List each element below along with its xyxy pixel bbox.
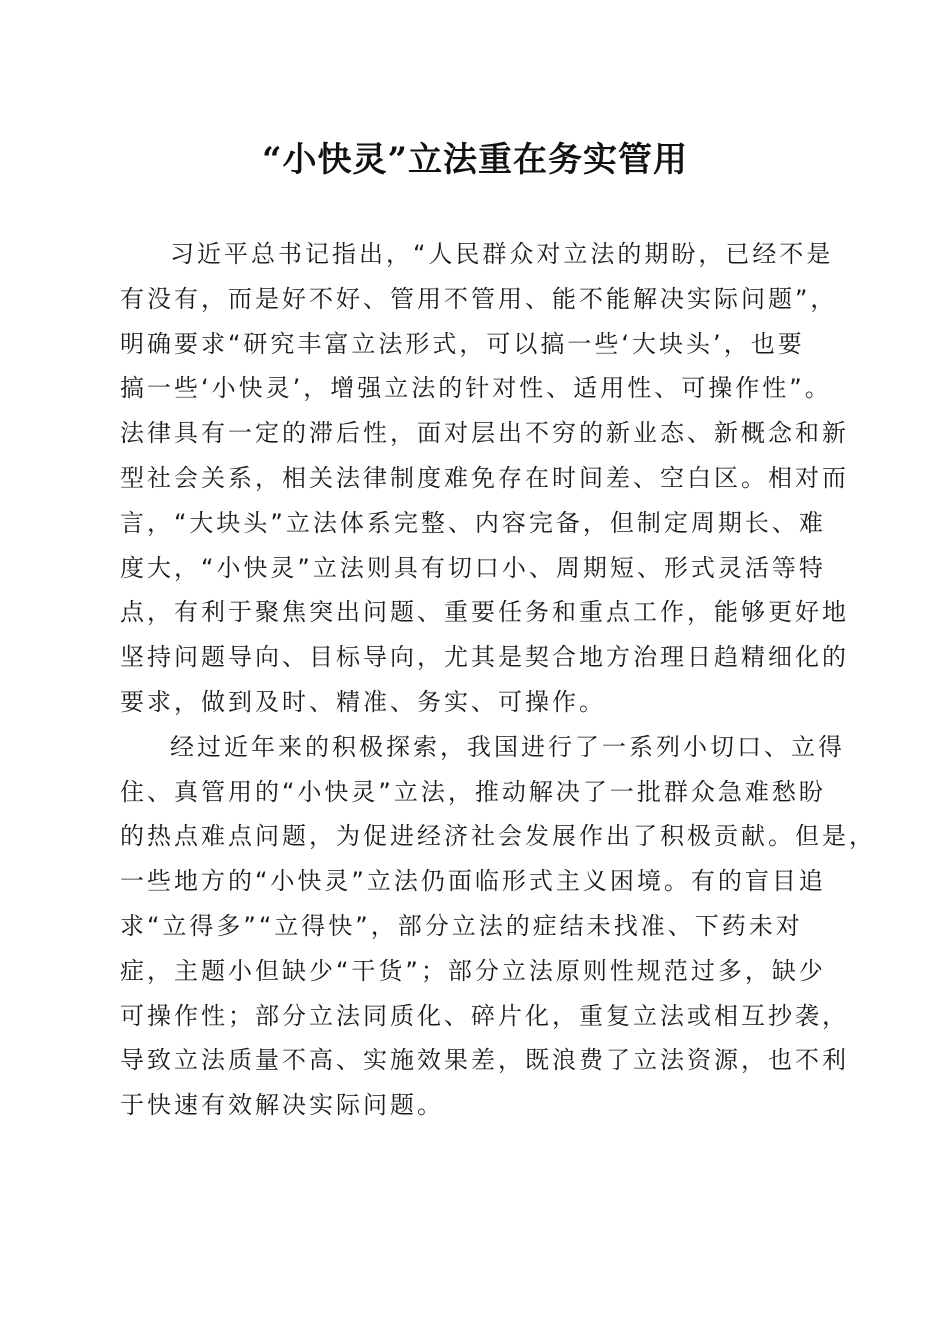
text-line: 明确要求“研究丰富立法形式，可以搞一些‘大块头’，也要 <box>120 329 805 358</box>
text-line: 型社会关系，相关法律制度难免存在时间差、空白区。相对而 <box>120 463 849 492</box>
text-line: 言，“大块头”立法体系完整、内容完备，但制定周期长、难 <box>120 508 826 537</box>
text-line: 一些地方的“小快灵”立法仍面临形式主义困境。有的盲目追 <box>120 867 826 896</box>
text-line: 度大，“小快灵”立法则具有切口小、周期短、形式灵活等特 <box>120 553 826 582</box>
text-line: 习近平总书记指出，“人民群众对立法的期盼，已经不是 <box>170 240 834 268</box>
page-title: “小快灵”立法重在务实管用 <box>261 140 689 180</box>
text-line: 有没有，而是好不好、管用不管用、能不能解决实际问题”， <box>120 284 838 313</box>
text-line: 住、真管用的“小快灵”立法，推动解决了一批群众急难愁盼 <box>120 777 826 806</box>
paragraph-2 <box>120 725 876 1128</box>
text-line: 的热点难点问题，为促进经济社会发展作出了积极贡献。但是， <box>120 822 876 851</box>
text-line: 经过近年来的积极探索，我国进行了一系列小切口、立得 <box>170 732 845 761</box>
text-line: 搞一些‘小快灵’，增强立法的针对性、适用性、可操作性”。 <box>120 374 832 403</box>
text-line: 坚持问题导向、目标导向，尤其是契合地方治理日趋精细化的 <box>120 643 849 672</box>
text-line: 导致立法质量不高、实施效果差，既浪费了立法资源，也不利 <box>120 1046 849 1075</box>
text-line: 要求，做到及时、精准、务实、可操作。 <box>120 687 606 716</box>
text-line: 于快速有效解决实际问题。 <box>120 1091 444 1120</box>
text-line: 症，主题小但缺少“干货”；部分立法原则性规范过多，缺少 <box>120 956 826 985</box>
text-line: 求“立得多”“立得快”，部分立法的症结未找准、下药未对 <box>120 911 803 940</box>
paragraph-1 <box>120 232 849 725</box>
text-line: 点，有利于聚焦突出问题、重要任务和重点工作，能够更好地 <box>120 598 849 627</box>
article-body <box>120 232 876 1128</box>
text-line: 可操作性；部分立法同质化、碎片化，重复立法或相互抄袭， <box>120 1001 849 1030</box>
text-line: 法律具有一定的滞后性，面对层出不穷的新业态、新概念和新 <box>120 419 849 448</box>
